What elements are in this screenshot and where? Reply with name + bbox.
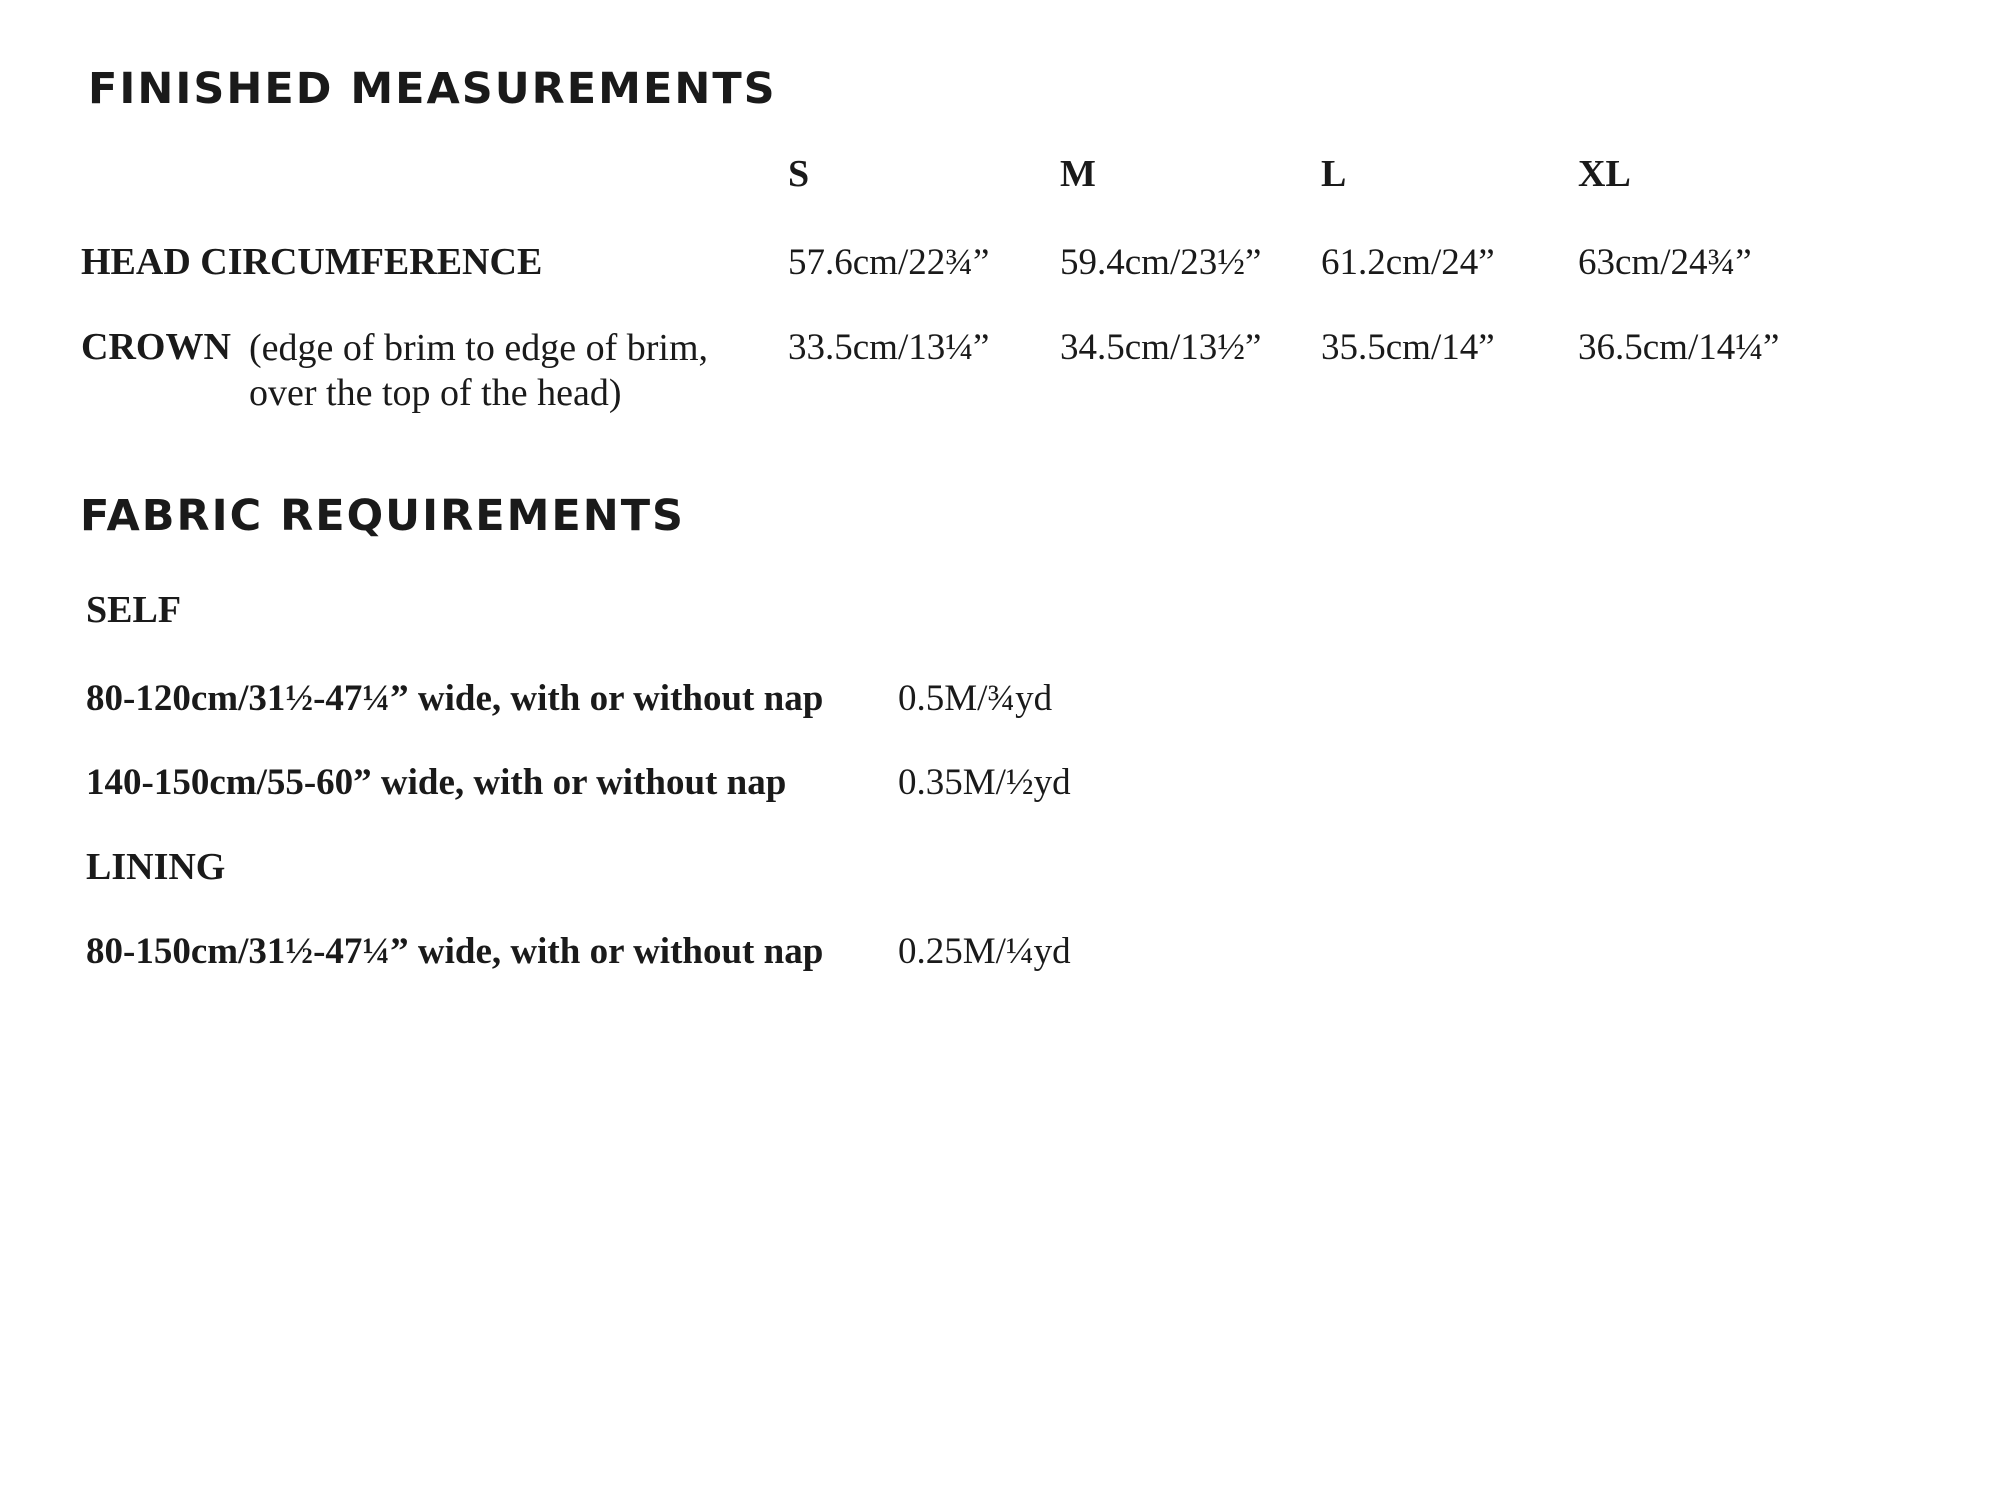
measurement-value: 61.2cm/24” bbox=[1321, 242, 1495, 283]
crown-note-line1: (edge of brim to edge of brim, bbox=[249, 327, 709, 369]
measurement-value: 33.5cm/13¼” bbox=[788, 327, 990, 368]
fabric-width-label: 140-150cm/55-60” wide, with or without nap bbox=[86, 762, 787, 803]
measurement-value: 34.5cm/13½” bbox=[1060, 327, 1262, 368]
fabric-amount: 0.25M/¼yd bbox=[898, 931, 1071, 972]
fabric-width-label: 80-150cm/31½-47¼” wide, with or without nap bbox=[86, 931, 824, 972]
fabric-group-lining: LINING bbox=[86, 846, 226, 888]
size-header-l: L bbox=[1321, 153, 1347, 195]
size-header-m: M bbox=[1060, 153, 1096, 195]
fabric-group-self: SELF bbox=[86, 589, 182, 631]
size-header-s: S bbox=[788, 153, 810, 195]
fabric-width-label: 80-120cm/31½-47¼” wide, with or without nap bbox=[86, 678, 824, 719]
fabric-requirements-heading: FABRIC REQUIREMENTS bbox=[80, 491, 686, 541]
fabric-amount: 0.35M/½yd bbox=[898, 762, 1071, 803]
measurement-value: 57.6cm/22¾” bbox=[788, 242, 990, 283]
measurement-value: 35.5cm/14” bbox=[1321, 327, 1495, 368]
measurement-value: 59.4cm/23½” bbox=[1060, 242, 1262, 283]
size-header-xl: XL bbox=[1578, 153, 1631, 195]
fabric-amount: 0.5M/¾yd bbox=[898, 678, 1053, 719]
crown-note-line2: over the top of the head) bbox=[249, 372, 622, 414]
finished-measurements-heading: FINISHED MEASUREMENTS bbox=[88, 64, 777, 114]
row-label-crown: CROWN bbox=[81, 326, 231, 368]
measurement-value: 63cm/24¾” bbox=[1578, 242, 1752, 283]
row-label-head-circumference: HEAD CIRCUMFERENCE bbox=[81, 241, 543, 283]
measurement-value: 36.5cm/14¼” bbox=[1578, 327, 1780, 368]
